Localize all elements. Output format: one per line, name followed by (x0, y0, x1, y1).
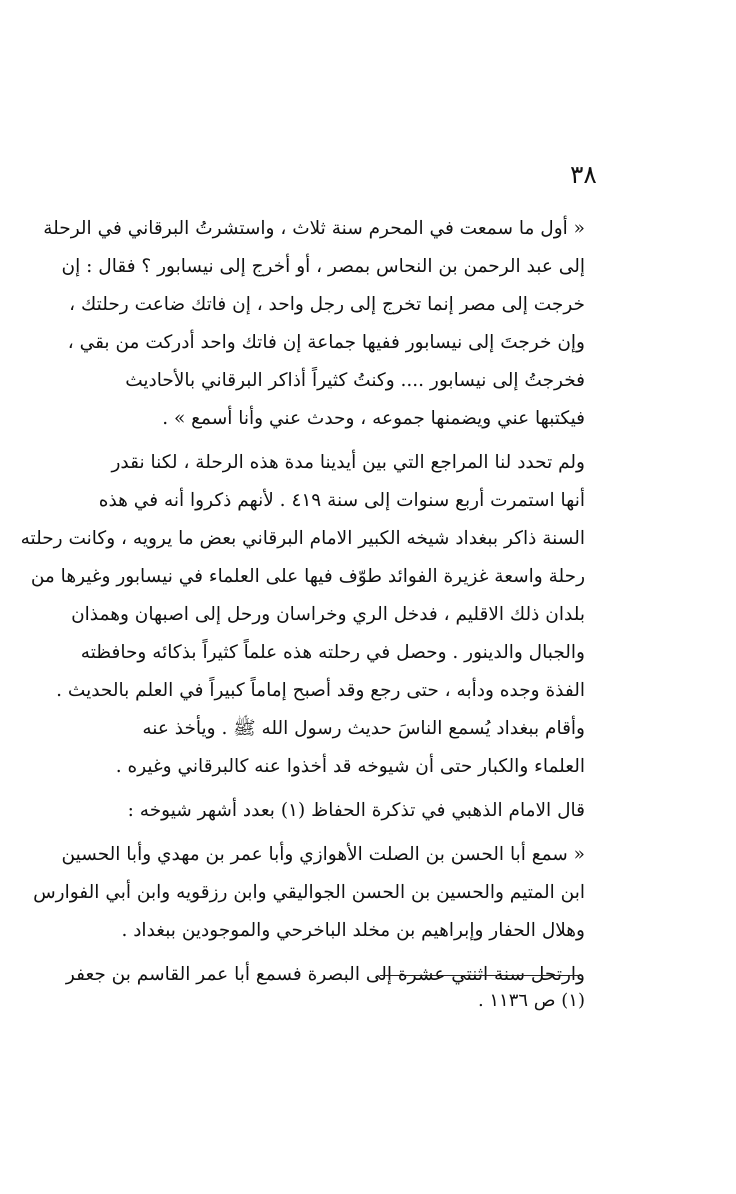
text-line: « أول ما سمعت في المحرم سنة ثلاث ، واستشرتُ البرقاني في الرحلة (43, 218, 585, 239)
text-line: رحلة واسعة غزيرة الفوائد طوّف فيها على العلماء في نيسابور وغيرها من (30, 566, 585, 587)
text-line: ولم تحدد لنا المراجع التي بين أيدينا مدة هذه الرحلة ، لكنا نقدر (111, 452, 585, 473)
text-line: أنها استمرت أربع سنوات إلى سنة ٤١٩ . لأنهم ذكروا أنه في هذه (98, 490, 585, 511)
body-text (20, 210, 585, 994)
page-number: ٣٨ (570, 160, 597, 189)
text-line: السنة ذاكر ببغداد شيخه الكبير الامام البرقاني بعض ما يرويه ، وكانت رحلته (20, 528, 585, 549)
text-line: وأقام ببغداد يُسمع الناسَ حديث رسول الله ﷺ . ويأخذ عنه (142, 718, 585, 739)
text-line: الفذة وجده ودأبه ، حتى رجع وقد أصبح إماماً كبيراً في العلم بالحديث . (56, 680, 585, 701)
text-line: وهلال الحفار وإبراهيم بن مخلد الباخرحي والموجودين ببغداد . (121, 920, 585, 941)
text-line: وإن خرجتَ إلى نيسابور ففيها جماعة إن فاتك واحد أدركت من بقي ، (67, 332, 585, 353)
text-line: « سمع أبا الحسن بن الصلت الأهوازي وأبا عمر بن مهدي وأبا الحسين (61, 844, 585, 865)
footnote-divider (380, 975, 582, 976)
footnote: (١) ص ١١٣٦ . (477, 990, 585, 1011)
text-line: خرجت إلى مصر إنما تخرج إلى رجل واحد ، إن فاتك ضاعت رحلتك ، (69, 294, 585, 315)
text-line: إلى عبد الرحمن بن النحاس بمصر ، أو أخرج إلى نيسابور ؟ فقال : إن (61, 256, 585, 277)
text-line: فيكتبها عني ويضمنها جموعه ، وحدث عني وأنا أسمع » . (162, 408, 585, 429)
text-line: بلدان ذلك الاقليم ، فدخل الري وخراسان ورحل إلى اصبهان وهمذان (71, 604, 585, 625)
text-line: قال الامام الذهبي في تذكرة الحفاظ (١) بعدد أشهر شيوخه : (127, 800, 585, 821)
text-line: ابن المتيم والحسين بن الحسن الجواليقي وابن رزقويه وابن أبي الفوارس (33, 882, 585, 903)
text-line: وارتحل سنة اثنتي عشرة إلى البصرة فسمع أبا عمر القاسم بن جعفر (65, 964, 585, 985)
text-line: والجبال والدينور . وحصل في رحلته هذه علماً كثيراً بذكائه وحافظته (80, 642, 585, 663)
text-line: العلماء والكبار حتى أن شيوخه قد أخذوا عنه كالبرقاني وغيره . (115, 756, 585, 777)
text-line: فخرجتُ إلى نيسابور .... وكنتُ كثيراً أذاكر البرقاني بالأحاديث (125, 370, 585, 391)
